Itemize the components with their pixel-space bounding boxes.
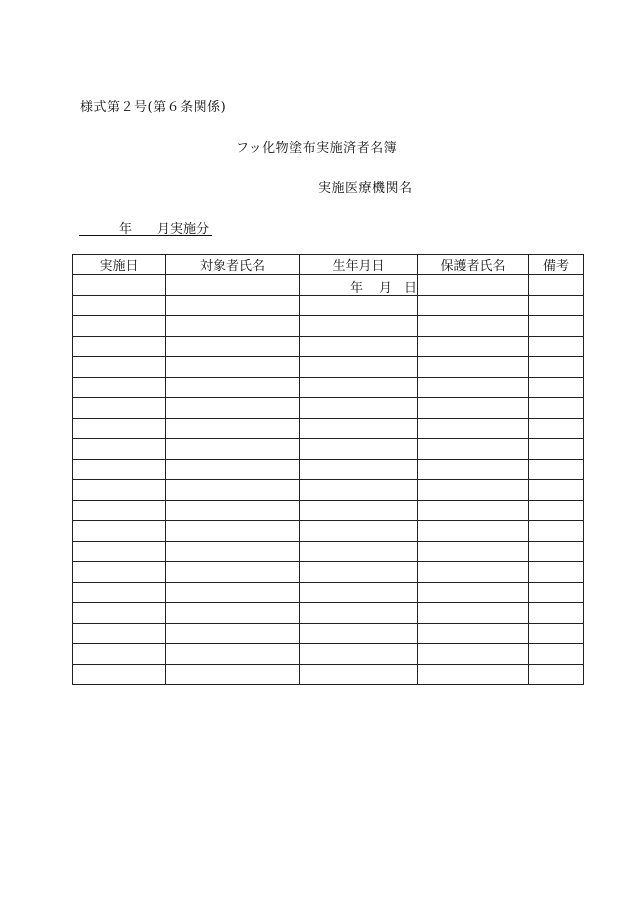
date-cell[interactable] bbox=[73, 664, 166, 685]
birthdate-cell[interactable] bbox=[300, 316, 418, 337]
table-row bbox=[73, 664, 584, 685]
remarks-cell[interactable] bbox=[529, 562, 584, 583]
guardian-name-cell[interactable] bbox=[418, 398, 529, 419]
remarks-cell[interactable] bbox=[529, 357, 584, 378]
birthdate-cell[interactable] bbox=[300, 582, 418, 603]
table-row bbox=[73, 377, 584, 398]
remarks-cell[interactable] bbox=[529, 623, 584, 644]
birthdate-unit-month: 月 bbox=[379, 281, 393, 296]
guardian-name-cell[interactable] bbox=[418, 336, 529, 357]
remarks-cell[interactable] bbox=[529, 521, 584, 542]
date-cell[interactable] bbox=[73, 541, 166, 562]
remarks-cell[interactable] bbox=[529, 439, 584, 460]
date-cell[interactable] bbox=[73, 459, 166, 480]
birthdate-unit-year: 年 bbox=[350, 281, 364, 296]
guardian-name-cell[interactable] bbox=[418, 582, 529, 603]
table-header-row bbox=[73, 255, 584, 275]
birthdate-units bbox=[300, 275, 417, 295]
guardian-name-cell[interactable] bbox=[418, 500, 529, 521]
subject-name-cell[interactable] bbox=[166, 336, 300, 357]
table-row bbox=[73, 316, 584, 337]
guardian-name-cell[interactable] bbox=[418, 357, 529, 378]
birthdate-cell[interactable] bbox=[300, 500, 418, 521]
subject-name-cell[interactable] bbox=[166, 398, 300, 419]
date-cell[interactable] bbox=[73, 582, 166, 603]
date-cell[interactable] bbox=[73, 521, 166, 542]
table-row bbox=[73, 500, 584, 521]
date-cell[interactable] bbox=[73, 398, 166, 419]
table-row bbox=[73, 521, 584, 542]
birthdate-cell[interactable] bbox=[300, 644, 418, 665]
table-row bbox=[73, 603, 584, 624]
subject-name-cell[interactable] bbox=[166, 316, 300, 337]
birthdate-cell[interactable] bbox=[300, 377, 418, 398]
date-cell[interactable] bbox=[73, 336, 166, 357]
birthdate-cell[interactable] bbox=[300, 275, 418, 296]
table-row bbox=[73, 418, 584, 439]
remarks-cell[interactable] bbox=[529, 459, 584, 480]
period-month-label: 月実施分 bbox=[157, 222, 210, 237]
date-cell[interactable] bbox=[73, 275, 166, 296]
table-row bbox=[73, 275, 584, 296]
guardian-name-cell[interactable] bbox=[418, 644, 529, 665]
subject-name-cell[interactable] bbox=[166, 275, 300, 296]
table-row bbox=[73, 480, 584, 501]
column-header-subject-name: 対象者氏名 bbox=[166, 255, 300, 275]
guardian-name-cell[interactable] bbox=[418, 623, 529, 644]
table-row bbox=[73, 459, 584, 480]
table-row bbox=[73, 336, 584, 357]
subject-name-cell[interactable] bbox=[166, 562, 300, 583]
remarks-cell[interactable] bbox=[529, 500, 584, 521]
date-cell[interactable] bbox=[73, 377, 166, 398]
column-header-birthdate: 生年月日 bbox=[300, 255, 418, 275]
subject-name-cell[interactable] bbox=[166, 664, 300, 685]
column-header-guardian-name: 保護者氏名 bbox=[418, 255, 529, 275]
subject-name-cell[interactable] bbox=[166, 480, 300, 501]
table-row bbox=[73, 644, 584, 665]
birthdate-cell[interactable] bbox=[300, 357, 418, 378]
guardian-name-cell[interactable] bbox=[418, 295, 529, 316]
table-row bbox=[73, 562, 584, 583]
birthdate-cell[interactable] bbox=[300, 439, 418, 460]
birthdate-cell[interactable] bbox=[300, 295, 418, 316]
subject-name-cell[interactable] bbox=[166, 541, 300, 562]
subject-name-cell[interactable] bbox=[166, 357, 300, 378]
table-row bbox=[73, 295, 584, 316]
birthdate-cell[interactable] bbox=[300, 562, 418, 583]
date-cell[interactable] bbox=[73, 644, 166, 665]
date-cell[interactable] bbox=[73, 623, 166, 644]
remarks-cell[interactable] bbox=[529, 644, 584, 665]
birthdate-cell[interactable] bbox=[300, 398, 418, 419]
guardian-name-cell[interactable] bbox=[418, 562, 529, 583]
table-row bbox=[73, 357, 584, 378]
remarks-cell[interactable] bbox=[529, 664, 584, 685]
subject-name-cell[interactable] bbox=[166, 582, 300, 603]
document-title: フッ化物塗布実施済者名簿 bbox=[236, 141, 398, 156]
guardian-name-cell[interactable] bbox=[418, 664, 529, 685]
table-row bbox=[73, 398, 584, 419]
table-row bbox=[73, 439, 584, 460]
date-cell[interactable] bbox=[73, 603, 166, 624]
remarks-cell[interactable] bbox=[529, 336, 584, 357]
birthdate-cell[interactable] bbox=[300, 664, 418, 685]
remarks-cell[interactable] bbox=[529, 582, 584, 603]
birthdate-cell[interactable] bbox=[300, 623, 418, 644]
remarks-cell[interactable] bbox=[529, 377, 584, 398]
subject-name-cell[interactable] bbox=[166, 418, 300, 439]
guardian-name-cell[interactable] bbox=[418, 418, 529, 439]
period-year-label: 年 bbox=[119, 222, 133, 237]
birthdate-unit-day: 日 bbox=[404, 281, 418, 296]
subject-name-cell[interactable] bbox=[166, 295, 300, 316]
remarks-cell[interactable] bbox=[529, 316, 584, 337]
table-row bbox=[73, 582, 584, 603]
date-cell[interactable] bbox=[73, 562, 166, 583]
birthdate-cell[interactable] bbox=[300, 521, 418, 542]
birthdate-cell[interactable] bbox=[300, 541, 418, 562]
roster-table bbox=[72, 254, 584, 685]
subject-name-cell[interactable] bbox=[166, 500, 300, 521]
date-cell[interactable] bbox=[73, 480, 166, 501]
subject-name-cell[interactable] bbox=[166, 377, 300, 398]
date-cell[interactable] bbox=[73, 357, 166, 378]
table-row bbox=[73, 623, 584, 644]
guardian-name-cell[interactable] bbox=[418, 521, 529, 542]
column-header-date: 実施日 bbox=[73, 255, 166, 275]
guardian-name-cell[interactable] bbox=[418, 480, 529, 501]
form-number: 様式第２号(第６条関係) bbox=[80, 100, 227, 115]
date-cell[interactable] bbox=[73, 295, 166, 316]
birthdate-cell[interactable] bbox=[300, 459, 418, 480]
remarks-cell[interactable] bbox=[529, 398, 584, 419]
date-cell[interactable] bbox=[73, 418, 166, 439]
institution-name-label: 実施医療機関名 bbox=[318, 181, 413, 196]
birthdate-cell[interactable] bbox=[300, 480, 418, 501]
remarks-cell[interactable] bbox=[529, 603, 584, 624]
period-field[interactable] bbox=[79, 218, 212, 236]
guardian-name-cell[interactable] bbox=[418, 316, 529, 337]
subject-name-cell[interactable] bbox=[166, 459, 300, 480]
subject-name-cell[interactable] bbox=[166, 603, 300, 624]
subject-name-cell[interactable] bbox=[166, 439, 300, 460]
birthdate-cell[interactable] bbox=[300, 603, 418, 624]
subject-name-cell[interactable] bbox=[166, 644, 300, 665]
guardian-name-cell[interactable] bbox=[418, 275, 529, 296]
column-header-remarks: 備考 bbox=[529, 255, 584, 275]
remarks-cell[interactable] bbox=[529, 275, 584, 296]
remarks-cell[interactable] bbox=[529, 418, 584, 439]
subject-name-cell[interactable] bbox=[166, 623, 300, 644]
guardian-name-cell[interactable] bbox=[418, 541, 529, 562]
birthdate-cell[interactable] bbox=[300, 418, 418, 439]
remarks-cell[interactable] bbox=[529, 541, 584, 562]
guardian-name-cell[interactable] bbox=[418, 439, 529, 460]
remarks-cell[interactable] bbox=[529, 295, 584, 316]
subject-name-cell[interactable] bbox=[166, 521, 300, 542]
date-cell[interactable] bbox=[73, 316, 166, 337]
table-row bbox=[73, 541, 584, 562]
guardian-name-cell[interactable] bbox=[418, 603, 529, 624]
birthdate-cell[interactable] bbox=[300, 336, 418, 357]
remarks-cell[interactable] bbox=[529, 480, 584, 501]
guardian-name-cell[interactable] bbox=[418, 459, 529, 480]
guardian-name-cell[interactable] bbox=[418, 377, 529, 398]
date-cell[interactable] bbox=[73, 500, 166, 521]
date-cell[interactable] bbox=[73, 439, 166, 460]
